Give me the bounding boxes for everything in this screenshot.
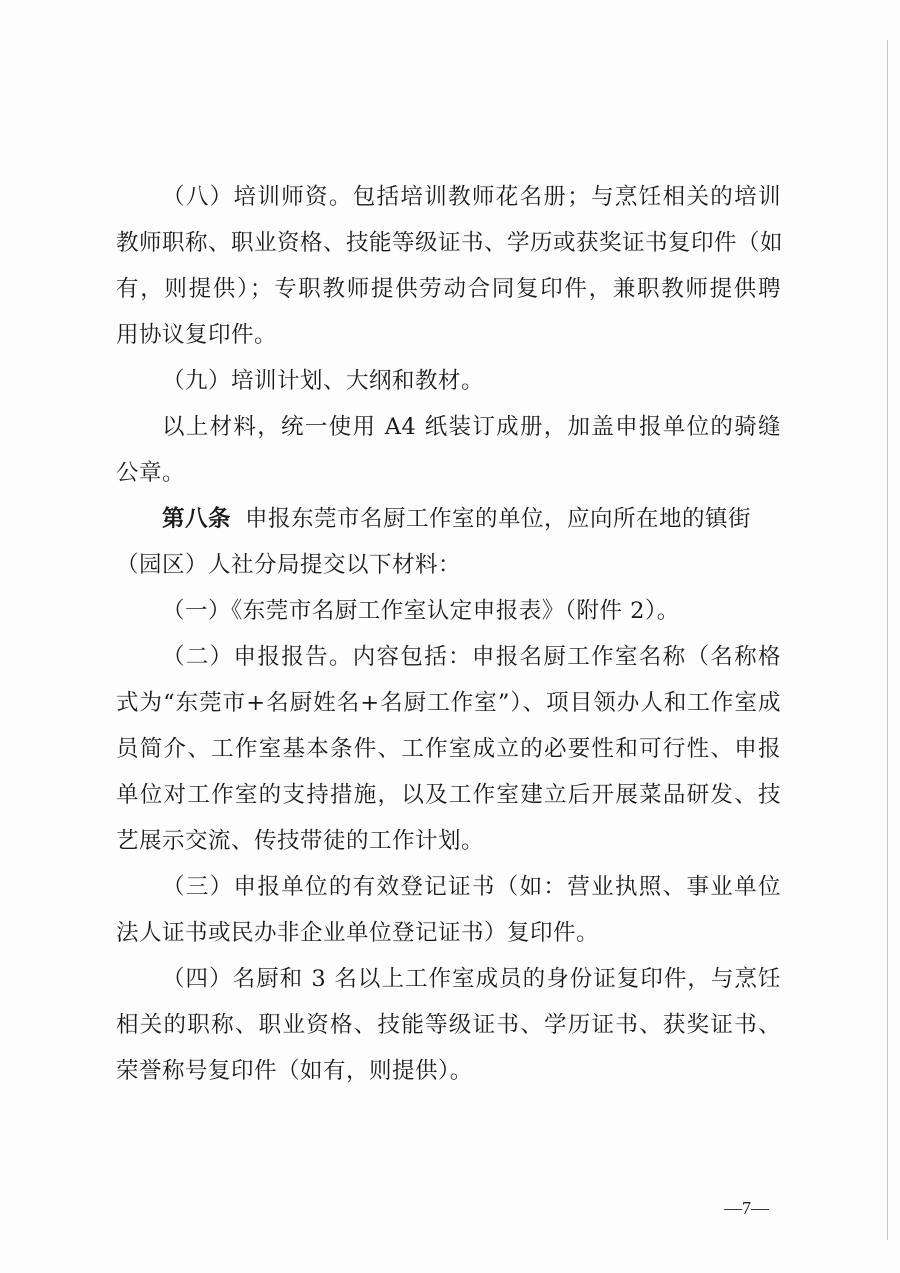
paragraph-line-20: 荣誉称号复印件（如有，则提供）。	[116, 1058, 473, 1084]
paragraph-line-2: 教师职称、职业资格、技能等级证书、学历或获奖证书复印件（如	[116, 230, 784, 256]
paragraph-line-14: 单位对工作室的支持措施，以及工作室建立后开展菜品研发、技	[116, 782, 781, 808]
paragraph-line-15: 艺展示交流、传技带徒的工作计划。	[116, 828, 485, 854]
paragraph-line-10: （一）《东莞市名厨工作室认定申报表》（附件 2）。	[162, 598, 680, 624]
paragraph-line-18: （四）名厨和 3 名以上工作室成员的身份证复印件，与烹饪	[162, 966, 781, 992]
paragraph-line-19: 相关的职称、职业资格、技能等级证书、学历证书、获奖证书、	[116, 1012, 781, 1038]
paragraph-line-5: （九）培训计划、大纲和教材。	[162, 368, 485, 394]
page-number: —7—	[724, 1198, 769, 1218]
article-heading-line	[162, 504, 781, 534]
paragraph-line-12: 式为“东莞市+名厨姓名+名厨工作室”）、项目领办人和工作室成	[116, 690, 781, 716]
paragraph-line-3: 有，则提供）；专职教师提供劳动合同复印件，兼职教师提供聘	[116, 276, 781, 302]
paragraph-line-1: （八）培训师资。包括培训教师花名册；与烹饪相关的培训	[162, 184, 781, 210]
paragraph-line-7: 公章。	[116, 460, 186, 486]
paragraph-line-17: 法人证书或民办非企业单位登记证书）复印件。	[116, 920, 600, 946]
paragraph-line-4: 用协议复印件。	[116, 322, 278, 348]
scan-edge-divider	[887, 40, 888, 1240]
paragraph-line-13: 员简介、工作室基本条件、工作室成立的必要性和可行性、申报	[116, 736, 781, 762]
article-heading-text: 申报东莞市名厨工作室的单位，应向所在地的镇街	[245, 506, 752, 532]
paragraph-line-6: 以上材料，统一使用 A4 纸装订成册，加盖申报单位的骑缝	[162, 414, 781, 440]
paragraph-line-11: （二）申报报告。内容包括：申报名厨工作室名称（名称格	[162, 644, 781, 670]
paragraph-line-16: （三）申报单位的有效登记证书（如：营业执照、事业单位	[162, 874, 781, 900]
article-label: 第八条	[162, 506, 232, 532]
paragraph-line-9: （园区）人社分局提交以下材料：	[116, 552, 462, 578]
